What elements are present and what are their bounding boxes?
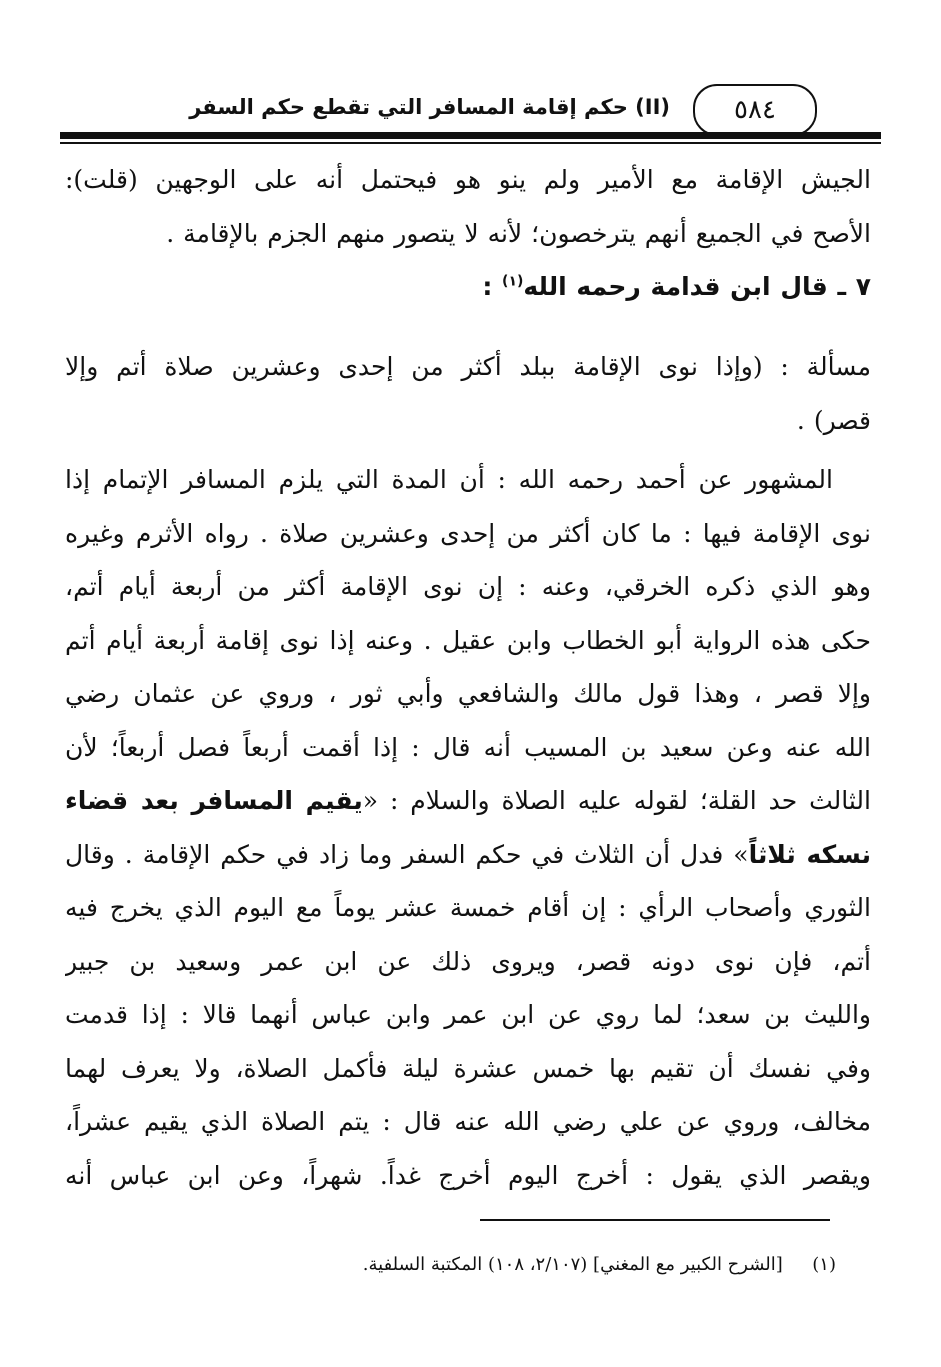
footnote-ref: (١) (502, 273, 524, 290)
body-line: والليث بن سعد؛ لما روي عن ابن عمر وابن عباس أنهما قالا : إذا قدمت (65, 1000, 871, 1029)
page-number-badge: ٥٨٤ (693, 84, 817, 136)
footnote-text: [الشرح الكبير مع المغني] (٢/١٠٧، ١٠٨) المكتبة السلفية. (362, 1254, 783, 1275)
body-line: قصر) . (796, 405, 871, 435)
body-line: المشهور عن أحمد رحمه الله : أن المدة التي يلزم المسافر الإتمام إذا (65, 465, 833, 494)
body-line (65, 828, 871, 882)
body-line: ويقصر الذي يقول : أخرج اليوم أخرج غداً. شهراً، وعن ابن عباس أنه (65, 1160, 871, 1190)
masala-block (65, 340, 871, 447)
quote-lead: الثالث حد القلة؛ لقوله عليه الصلاة والسلام : « (362, 786, 871, 815)
running-title: (II) حكم إقامة المسافر التي تقطع حكم السفر (189, 95, 670, 119)
body-line: مسألة : (وإذا نوى الإقامة ببلد أكثر من إحدى وعشرين صلاة أتم وإلا (65, 352, 871, 381)
footnote-number: (١) (812, 1254, 836, 1275)
body-line: الثوري وأصحاب الرأي : إن أقام خمسة عشر يوماً مع اليوم الذي يخرج فيه (65, 893, 871, 922)
body-line: مخالف، وروي عن علي رضي الله عنه قال : يتم الصلاة الذي يقيم عشراً، (65, 1107, 871, 1136)
heading-text: ٧ ـ قال ابن قدامة رحمه الله (523, 272, 871, 301)
body-line: وفي نفسك أن تقيم بها خمس عشرة ليلة فأكمل الصلاة، ولا يعرف لهما (65, 1053, 871, 1083)
hadith-quote: يقيم المسافر بعد قضاء (65, 786, 363, 815)
body-line: الأصح في الجميع أنهم يترخصون؛ لأنه لا يتصور منهم الجزم بالإقامة . (166, 218, 871, 248)
quote-tail: » فدل أن الثلاث في حكم السفر وما زاد في حكم الإقامة . وقال (65, 839, 749, 869)
body-line: أتم، فإن نوى دونه قصر، ويروى ذلك عن ابن عمر وسعيد بن جبير (65, 946, 871, 976)
page-body (65, 153, 871, 314)
body-line (65, 774, 871, 828)
body-line: الله عنه وعن سعيد بن المسيب أنه قال : إذا أقمت أربعاً فصل أربعاً؛ لأن (65, 732, 871, 762)
body-line: وهو الذي ذكره الخرقي، وعنه : إن نوى الإقامة أكثر من أربعة أيام أتم، (65, 572, 871, 601)
body-line: نوى الإقامة فيها : ما كان أكثر من إحدى وعشرين صلاة . رواه الأثرم وغيره (65, 518, 871, 548)
footnote (120, 1252, 836, 1278)
main-paragraph (65, 453, 871, 1202)
heading-colon: : (482, 272, 503, 301)
section-heading (65, 260, 871, 314)
header-rule-thin (60, 142, 881, 144)
body-line: الجيش الإقامة مع الأمير ولم ينو هو فيحتمل أنه على الوجهين (قلت): (65, 165, 871, 194)
footnote-rule (480, 1219, 830, 1221)
page-header (60, 78, 881, 140)
header-rule-thick (60, 132, 881, 139)
hadith-quote-end: نسكه ثلاثاً (748, 839, 871, 869)
body-line: وإلا قصر ، وهذا قول مالك والشافعي وأبي ثور ، وروي عن عثمان رضي (65, 679, 871, 708)
body-line: حكى هذه الرواية أبو الخطاب وابن عقيل . وعنه إذا نوى إقامة أربعة أيام أتم (65, 625, 871, 655)
